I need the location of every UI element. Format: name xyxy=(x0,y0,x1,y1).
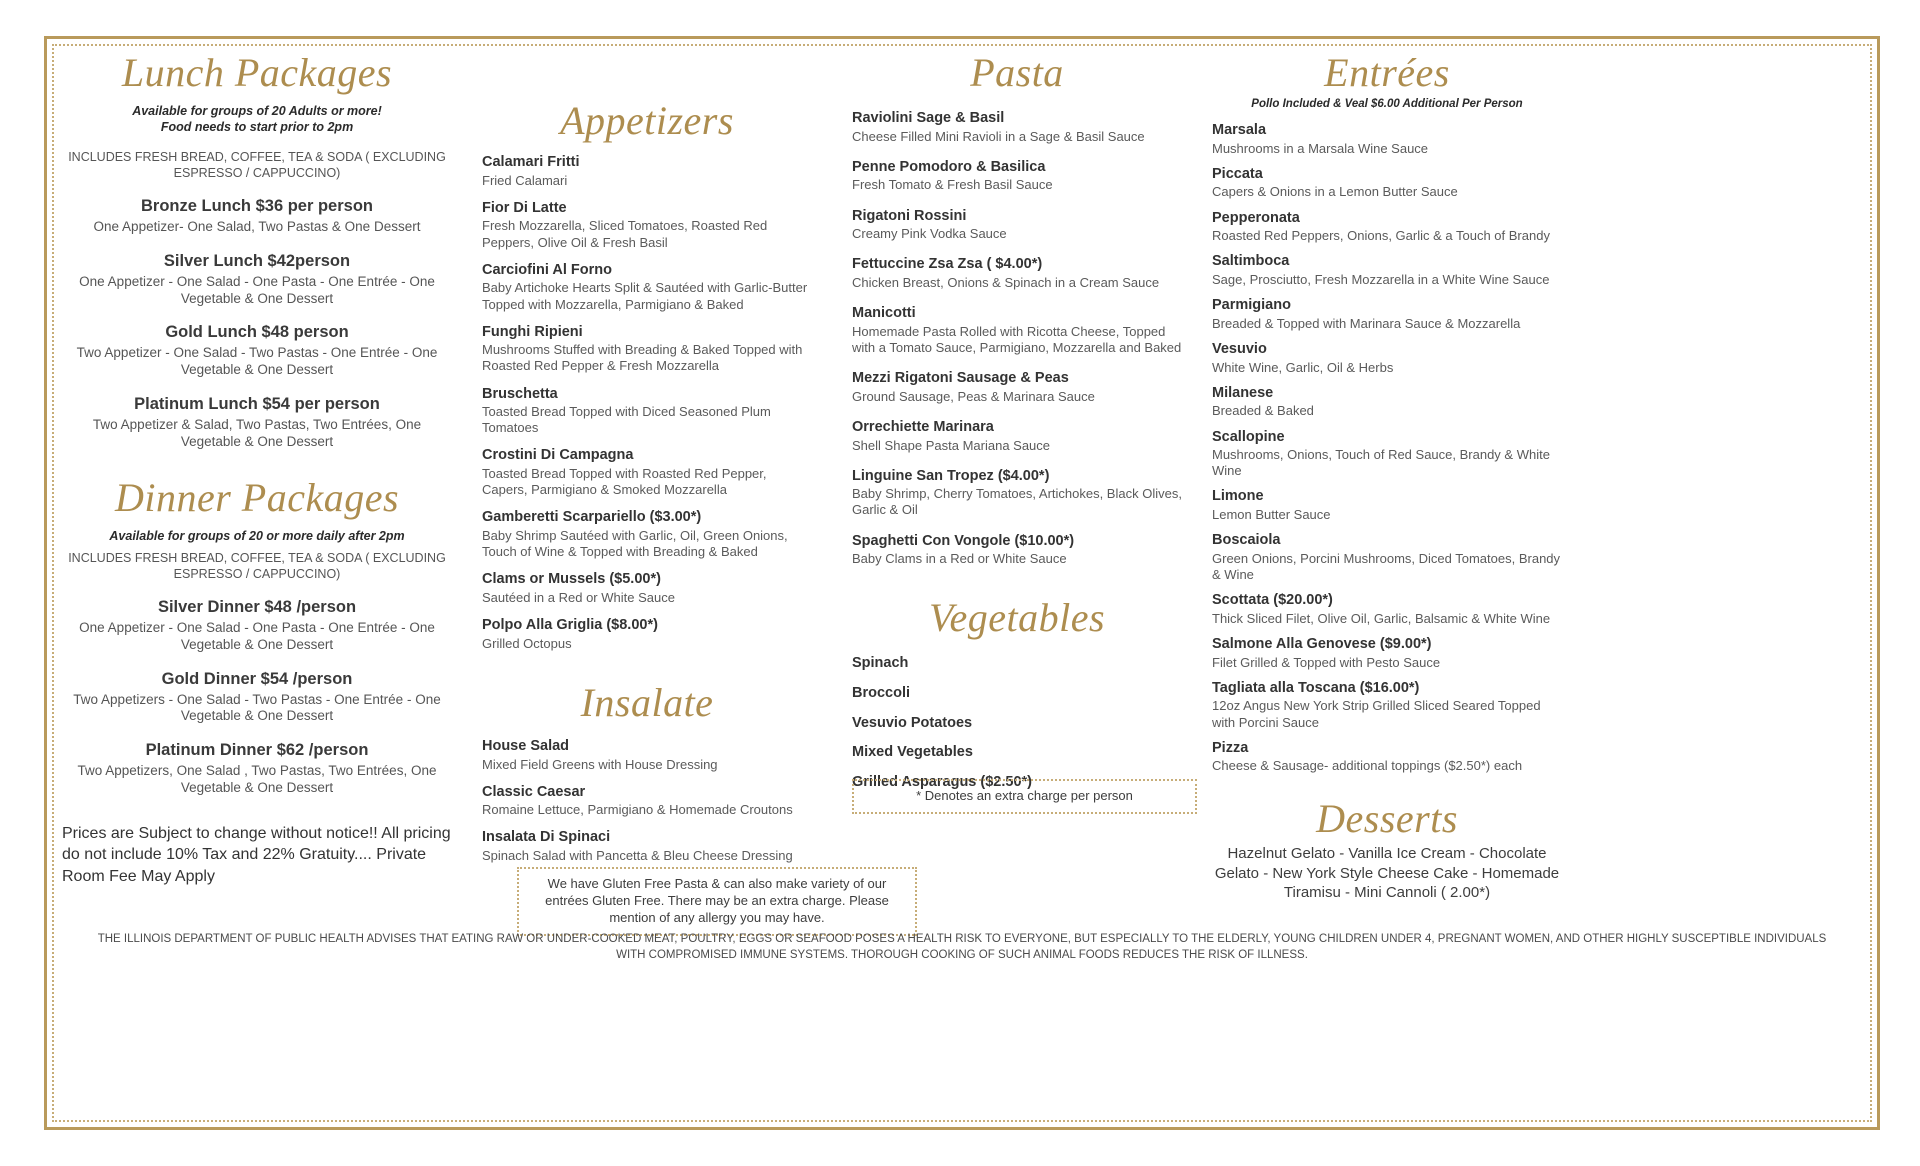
pasta-item xyxy=(852,305,1182,356)
dinner-package-item xyxy=(62,598,452,654)
dinner-includes-note: INCLUDES FRESH BREAD, COFFEE, TEA & SODA ( EXCLUDING ESPRESSO / CAPPUCCINO) xyxy=(68,551,446,582)
entree-item xyxy=(1212,592,1562,627)
vegetables-list xyxy=(852,655,1182,791)
lunch-package-item xyxy=(62,252,452,308)
entree-name: Pizza xyxy=(1212,739,1249,756)
vegetable-item: Spinach xyxy=(852,655,909,672)
entree-desc: Green Onions, Porcini Mushrooms, Diced Tomatoes, Brandy & Wine xyxy=(1212,550,1561,583)
dinner-package-name: Silver Dinner $48 /person xyxy=(157,598,357,617)
pasta-item xyxy=(852,370,1182,405)
packages-column xyxy=(62,52,452,888)
entrees-column xyxy=(1212,52,1562,903)
lunch-package-name: Bronze Lunch $36 per person xyxy=(141,197,373,216)
lunch-packages-list xyxy=(62,197,452,450)
pasta-desc: Baby Clams in a Red or White Sauce xyxy=(852,551,1067,567)
appetizer-desc: Fried Calamari xyxy=(482,172,568,188)
pasta-name: Raviolini Sage & Basil xyxy=(852,110,1005,126)
dinner-packages-title: Dinner Packages xyxy=(114,474,400,520)
entree-name: Scallopine xyxy=(1212,428,1285,445)
appetizer-desc: Grilled Octopus xyxy=(482,635,572,651)
appetizer-item xyxy=(482,262,812,313)
pasta-item xyxy=(852,110,1182,145)
appetizer-desc: Baby Artichoke Hearts Split & Sautéed with Garlic-Butter Topped with Mozzarella, Parmigiano & Baked xyxy=(482,280,808,312)
entree-desc: Breaded & Topped with Marinara Sauce & Mozzarella xyxy=(1212,315,1521,331)
pricing-disclaimer: Prices are Subject to change without notice!! All pricing do not include 10% Tax and 22% Gratuity.... Private Room Fee May Apply xyxy=(62,824,451,886)
menu-content xyxy=(62,52,1862,1112)
entree-name: Milanese xyxy=(1212,384,1274,401)
pasta-desc: Homemade Pasta Rolled with Ricotta Cheese, Topped with a Tomato Sauce, Parmigiano, Mozzarella and Baked xyxy=(852,323,1182,355)
entree-name: Pepperonata xyxy=(1212,209,1300,226)
entree-name: Piccata xyxy=(1212,165,1263,182)
entree-name: Marsala xyxy=(1212,122,1267,138)
appetizer-name: Polpo Alla Griglia ($8.00*) xyxy=(482,617,658,634)
entree-item xyxy=(1212,385,1562,420)
entree-item xyxy=(1212,532,1562,583)
entree-desc: Mushrooms, Onions, Touch of Red Sauce, Brandy & White Wine xyxy=(1212,447,1550,479)
entree-desc: Roasted Red Peppers, Onions, Garlic & a Touch of Brandy xyxy=(1212,228,1550,244)
appetizer-name: Fior Di Latte xyxy=(482,199,567,216)
appetizer-desc: Toasted Bread Topped with Diced Seasoned Plum Tomatoes xyxy=(482,404,771,436)
dinner-package-item xyxy=(62,741,452,797)
lunch-availability xyxy=(62,104,452,135)
appetizer-desc: Mushrooms Stuffed with Breading & Baked Topped with Roasted Red Pepper & Fresh Mozzarella xyxy=(482,342,803,374)
entree-desc: Sage, Prosciutto, Fresh Mozzarella in a White Wine Sauce xyxy=(1212,272,1550,288)
entree-item xyxy=(1212,680,1562,731)
appetizer-item xyxy=(482,617,812,652)
entree-name: Boscaiola xyxy=(1212,532,1281,549)
pasta-name: Mezzi Rigatoni Sausage & Peas xyxy=(852,370,1069,387)
appetizer-desc: Baby Shrimp Sautéed with Garlic, Oil, Green Onions, Touch of Wine & Topped with Breading & Baked xyxy=(482,528,788,560)
appetizer-name: Carciofini Al Forno xyxy=(482,261,612,278)
pasta-item xyxy=(852,533,1182,568)
pasta-desc: Cheese Filled Mini Ravioli in a Sage & Basil Sauce xyxy=(852,128,1145,144)
entree-item xyxy=(1212,122,1562,157)
entree-desc: Thick Sliced Filet, Olive Oil, Garlic, Balsamic & White Wine xyxy=(1212,610,1551,626)
entree-item xyxy=(1212,210,1562,245)
lunch-package-item xyxy=(62,197,452,236)
dinner-package-desc: One Appetizer - One Salad - One Pasta - One Entrée - One Vegetable & One Dessert xyxy=(79,619,435,652)
vegetable-item: Mixed Vegetables xyxy=(852,744,973,761)
entree-item xyxy=(1212,488,1562,523)
entree-desc: Mushrooms in a Marsala Wine Sauce xyxy=(1212,140,1429,156)
pasta-item xyxy=(852,159,1182,194)
lunch-package-desc: One Appetizer- One Salad, Two Pastas & One Dessert xyxy=(93,219,421,235)
lunch-package-name: Gold Lunch $48 person xyxy=(165,323,349,342)
pasta-name: Penne Pomodoro & Basilica xyxy=(852,158,1046,175)
desserts-title: Desserts xyxy=(1316,796,1458,842)
pasta-desc: Ground Sausage, Peas & Marinara Sauce xyxy=(852,388,1095,404)
entree-item xyxy=(1212,636,1562,671)
extra-charge-note-box: * Denotes an extra charge per person xyxy=(852,779,1197,814)
entree-name: Tagliata alla Toscana ($16.00*) xyxy=(1212,679,1420,696)
insalata-name: Insalata Di Spinaci xyxy=(482,829,611,846)
dinner-package-name: Platinum Dinner $62 /person xyxy=(145,741,369,760)
insalate-title: Insalate xyxy=(580,679,714,725)
entree-item xyxy=(1212,429,1562,480)
appetizer-desc: Sautéed in a Red or White Sauce xyxy=(482,589,675,605)
insalata-desc: Spinach Salad with Pancetta & Bleu Cheese Dressing xyxy=(482,848,793,864)
entree-name: Saltimboca xyxy=(1212,253,1290,270)
dinner-package-desc: Two Appetizers, One Salad , Two Pastas, Two Entrées, One Vegetable & One Dessert xyxy=(77,763,437,795)
appetizer-name: Bruschetta xyxy=(482,385,558,402)
pasta-name: Fettuccine Zsa Zsa ( $4.00*) xyxy=(852,256,1043,273)
entree-name: Scottata ($20.00*) xyxy=(1212,592,1333,609)
entree-desc: White Wine, Garlic, Oil & Herbs xyxy=(1212,359,1394,375)
pasta-name: Spaghetti Con Vongole ($10.00*) xyxy=(852,532,1075,549)
vegetable-item: Grilled Asparagus ($2.50*) xyxy=(852,774,1032,791)
pasta-desc: Chicken Breast, Onions & Spinach in a Cream Sauce xyxy=(852,275,1160,291)
pasta-item xyxy=(852,208,1182,243)
pasta-name: Manicotti xyxy=(852,305,916,322)
pasta-item xyxy=(852,419,1182,454)
appetizer-item xyxy=(482,154,812,189)
appetizer-desc: Toasted Bread Topped with Roasted Red Pepper, Capers, Parmigiano & Smoked Mozzarella xyxy=(482,466,767,498)
vegetables-title: Vegetables xyxy=(928,595,1106,641)
appetizer-item xyxy=(482,200,812,251)
appetizers-column xyxy=(482,52,812,875)
dinner-package-name: Gold Dinner $54 /person xyxy=(161,669,353,688)
pasta-desc: Baby Shrimp, Cherry Tomatoes, Artichokes, Black Olives, Garlic & Oil xyxy=(852,486,1182,518)
appetizers-list xyxy=(482,154,812,652)
lunch-package-name: Platinum Lunch $54 per person xyxy=(134,395,380,414)
insalata-name: House Salad xyxy=(482,737,570,754)
insalate-list xyxy=(482,738,812,864)
appetizer-name: Calamari Fritti xyxy=(482,154,580,170)
appetizers-title: Appetizers xyxy=(560,98,734,143)
dinner-packages-list xyxy=(62,598,452,797)
entree-name: Limone xyxy=(1212,488,1264,505)
appetizer-name: Funghi Ripieni xyxy=(482,323,583,340)
lunch-availability-line-1: Available for groups of 20 Adults or more! xyxy=(132,104,382,118)
pasta-item xyxy=(852,256,1182,291)
health-disclaimer: THE ILLINOIS DEPARTMENT OF PUBLIC HEALTH ADVISES THAT EATING RAW OR UNDER-COOKED MEAT, POULTRY, EGGS OR SEAFOOD POSES A HEALTH RISK TO EVERYONE, BUT ESPECIALLY TO THE ELDERLY, YOUNG CHILDREN UNDER 4, PREGNANT WOMEN, AND OTHER HIGHLY SUSCEPTIBLE INDIVIDUALS WITH COMPROMISED IMMUNE SYSTEMS. THOROUGH COOKING OF SUCH ANIMAL FOODS REDUCES THE RISK OF ILLNESS. xyxy=(97,933,1827,961)
pasta-desc: Shell Shape Pasta Mariana Sauce xyxy=(852,437,1051,453)
appetizer-name: Gamberetti Scarpariello ($3.00*) xyxy=(482,509,702,526)
appetizer-item xyxy=(482,509,812,560)
vegetable-item: Broccoli xyxy=(852,685,911,702)
entree-item xyxy=(1212,341,1562,376)
insalata-desc: Romaine Lettuce, Parmigiano & Homemade Croutons xyxy=(482,802,793,818)
pasta-desc: Fresh Tomato & Fresh Basil Sauce xyxy=(852,177,1053,193)
lunch-availability-line-2: Food needs to start prior to 2pm xyxy=(160,119,354,134)
entree-name: Parmigiano xyxy=(1212,297,1291,314)
insalata-item xyxy=(482,829,812,864)
entrees-title: Entrées xyxy=(1324,50,1450,95)
insalata-desc: Mixed Field Greens with House Dressing xyxy=(482,756,718,772)
insalata-item xyxy=(482,738,812,773)
entree-desc: Lemon Butter Sauce xyxy=(1212,507,1331,523)
entrees-note: Pollo Included & Veal $6.00 Additional Per Person xyxy=(1251,98,1523,110)
pasta-column xyxy=(852,52,1182,804)
entree-desc: Capers & Onions in a Lemon Butter Sauce xyxy=(1212,184,1458,200)
pasta-name: Rigatoni Rossini xyxy=(852,207,967,224)
gluten-free-note-box: We have Gluten Free Pasta & can also make variety of our entrées Gluten Free. There may be an extra charge. Please mention of any allergy you may have. xyxy=(517,867,917,936)
entree-desc: Cheese & Sausage- additional toppings ($2.50*) each xyxy=(1212,758,1523,774)
lunch-includes-note: INCLUDES FRESH BREAD, COFFEE, TEA & SODA ( EXCLUDING ESPRESSO / CAPPUCCINO) xyxy=(68,150,446,181)
entree-item xyxy=(1212,253,1562,288)
dinner-package-desc: Two Appetizers - One Salad - Two Pastas - One Entrée - One Vegetable & One Dessert xyxy=(73,691,441,724)
insalata-item xyxy=(482,784,812,819)
entree-item xyxy=(1212,740,1562,775)
entree-desc: Breaded & Baked xyxy=(1212,403,1314,419)
lunch-packages-title: Lunch Packages xyxy=(121,50,393,95)
appetizer-name: Crostini Di Campagna xyxy=(482,447,634,464)
desserts-text: Hazelnut Gelato - Vanilla Ice Cream - Chocolate Gelato - New York Style Cheese Cake - Homemade Tiramisu - Mini Cannoli ( 2.00*) xyxy=(1214,845,1560,902)
appetizer-item xyxy=(482,386,812,437)
pasta-desc: Creamy Pink Vodka Sauce xyxy=(852,226,1007,242)
lunch-package-desc: Two Appetizer & Salad, Two Pastas, Two Entrées, One Vegetable & One Dessert xyxy=(92,416,422,449)
appetizer-item xyxy=(482,324,812,375)
dinner-availability: Available for groups of 20 or more daily after 2pm xyxy=(109,528,405,543)
appetizer-item xyxy=(482,571,812,606)
entree-name: Salmone Alla Genovese ($9.00*) xyxy=(1212,635,1432,652)
entree-name: Vesuvio xyxy=(1212,340,1267,357)
entrees-list xyxy=(1212,122,1562,774)
lunch-package-desc: One Appetizer - One Salad - One Pasta - One Entrée - One Vegetable & One Dessert xyxy=(79,273,435,306)
pasta-name: Orrechiette Marinara xyxy=(852,418,994,435)
entree-desc: 12oz Angus New York Strip Grilled Sliced Seared Topped with Porcini Sauce xyxy=(1212,698,1541,730)
appetizer-desc: Fresh Mozzarella, Sliced Tomatoes, Roasted Red Peppers, Olive Oil & Fresh Basil xyxy=(482,218,768,250)
entree-desc: Filet Grilled & Topped with Pesto Sauce xyxy=(1212,654,1441,670)
lunch-package-item xyxy=(62,323,452,379)
pasta-name: Linguine San Tropez ($4.00*) xyxy=(852,467,1050,484)
appetizer-item xyxy=(482,447,812,498)
pasta-list xyxy=(852,110,1182,567)
pasta-item xyxy=(852,468,1182,519)
lunch-package-name: Silver Lunch $42person xyxy=(163,251,351,270)
entree-item xyxy=(1212,166,1562,201)
insalata-name: Classic Caesar xyxy=(482,783,586,800)
appetizer-name: Clams or Mussels ($5.00*) xyxy=(482,571,661,588)
vegetable-item: Vesuvio Potatoes xyxy=(852,714,973,731)
lunch-package-desc: Two Appetizer - One Salad - Two Pastas - One Entrée - One Vegetable & One Dessert xyxy=(76,345,438,378)
lunch-package-item xyxy=(62,395,452,451)
dinner-package-item xyxy=(62,670,452,726)
entree-item xyxy=(1212,297,1562,332)
pasta-title: Pasta xyxy=(970,50,1064,95)
